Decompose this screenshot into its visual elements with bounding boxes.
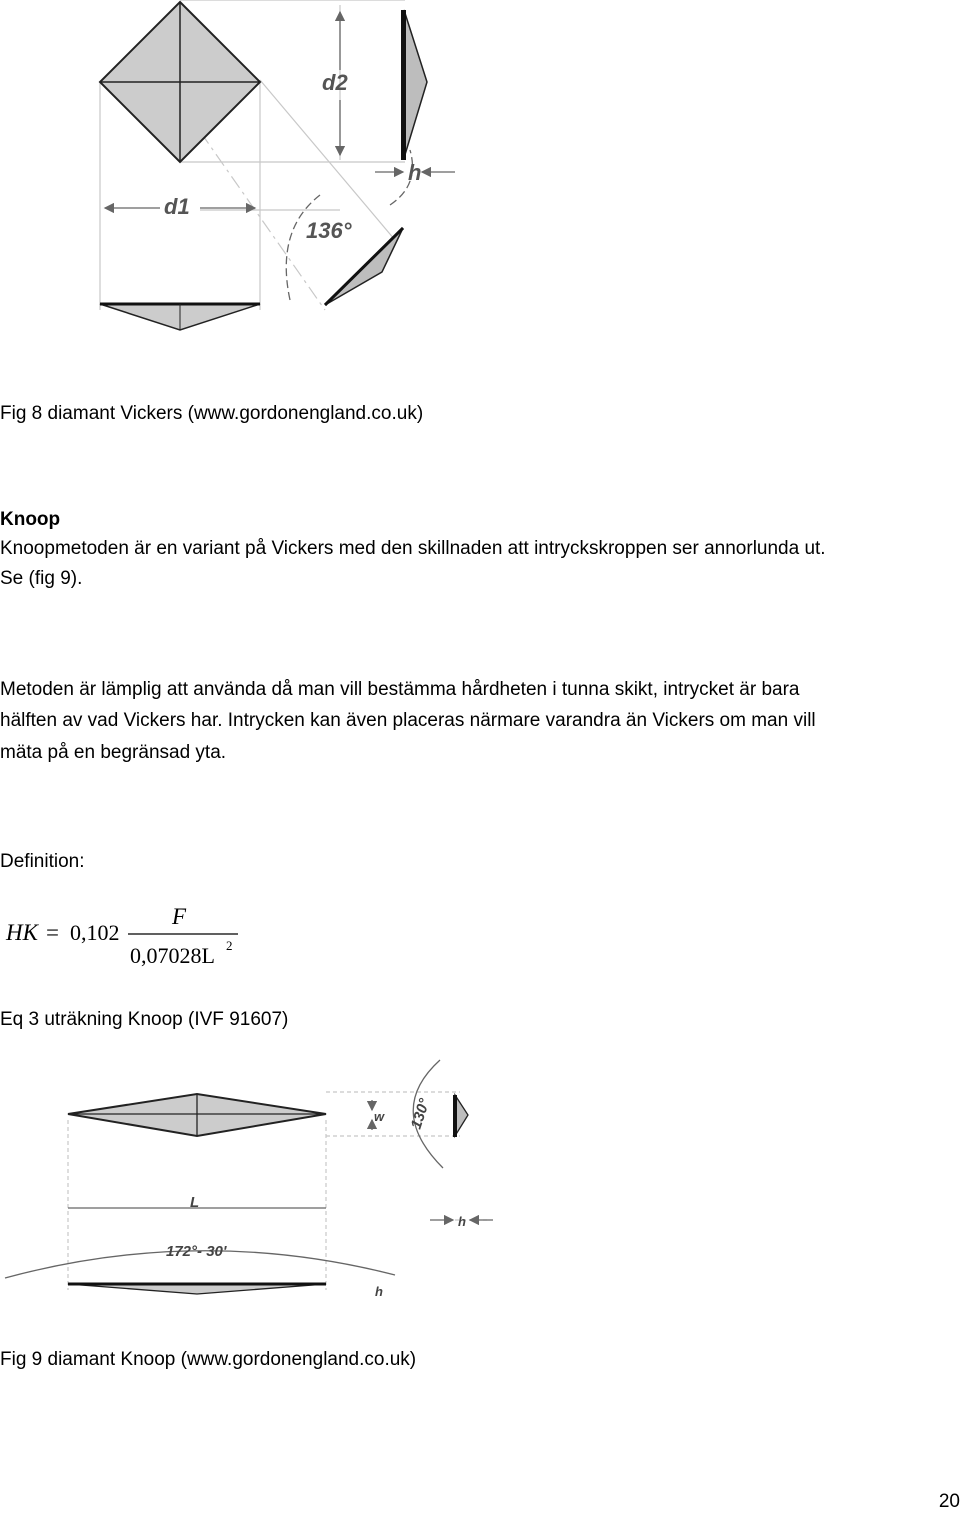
- label-angle-130: 130°: [407, 1096, 434, 1132]
- page-number: 20: [938, 1491, 960, 1512]
- fig9-caption: Fig 9 diamant Knoop (www.gordonengland.co.uk): [0, 1349, 417, 1370]
- label-d2: d2: [322, 70, 348, 95]
- label-angle-136: 136°: [306, 218, 352, 243]
- paragraph-line: hälften av vad Vickers har. Intrycken kan även placeras närmare varandra än Vickers om man vill: [0, 710, 816, 731]
- knoop-indenter-top-view: [68, 1094, 326, 1136]
- equation-lhs: HK: [6, 920, 38, 945]
- label-h: h: [408, 160, 422, 185]
- knoop-indenter-bottom-view: [68, 1284, 326, 1294]
- label-L: L: [190, 1194, 200, 1211]
- label-d1: d1: [164, 194, 190, 219]
- knoop-indenter-side-view: [453, 1095, 468, 1137]
- equation-numerator: F: [172, 904, 187, 929]
- equation-coefficient: 0,102: [70, 920, 120, 945]
- label-w: w: [374, 1109, 385, 1124]
- vickers-indenter-side-view: [401, 10, 427, 160]
- label-h-right: h: [458, 1214, 466, 1229]
- equation-equals: =: [46, 920, 59, 945]
- vickers-diagram: [0, 0, 960, 345]
- label-angle-172: 172°- 30': [166, 1243, 227, 1260]
- knoop-equation: [0, 898, 260, 978]
- paragraph-line: Se (fig 9).: [0, 568, 83, 589]
- section-heading-knoop: Knoop: [0, 509, 61, 530]
- equation-caption: Eq 3 uträkning Knoop (IVF 91607): [0, 1009, 289, 1030]
- vickers-indenter-bottom-view: [100, 304, 260, 330]
- definition-label: Definition:: [0, 851, 85, 872]
- equation-exponent: 2: [226, 938, 233, 953]
- fig8-caption: Fig 8 diamant Vickers (www.gordonengland.co.uk): [0, 403, 424, 424]
- paragraph-line: Metoden är lämplig att använda då man vill bestämma hårdheten i tunna skikt, intrycket är bara: [0, 679, 800, 700]
- vickers-indenter-top-view: [100, 2, 260, 162]
- knoop-diagram: [0, 1050, 960, 1320]
- paragraph-line: mäta på en begränsad yta.: [0, 742, 227, 763]
- paragraph-line: Knoopmetoden är en variant på Vickers med den skillnaden att intryckskroppen ser annorlunda ut.: [0, 538, 826, 559]
- equation-denominator: 0,07028L: [130, 943, 215, 968]
- label-h-bottom: h: [375, 1284, 383, 1299]
